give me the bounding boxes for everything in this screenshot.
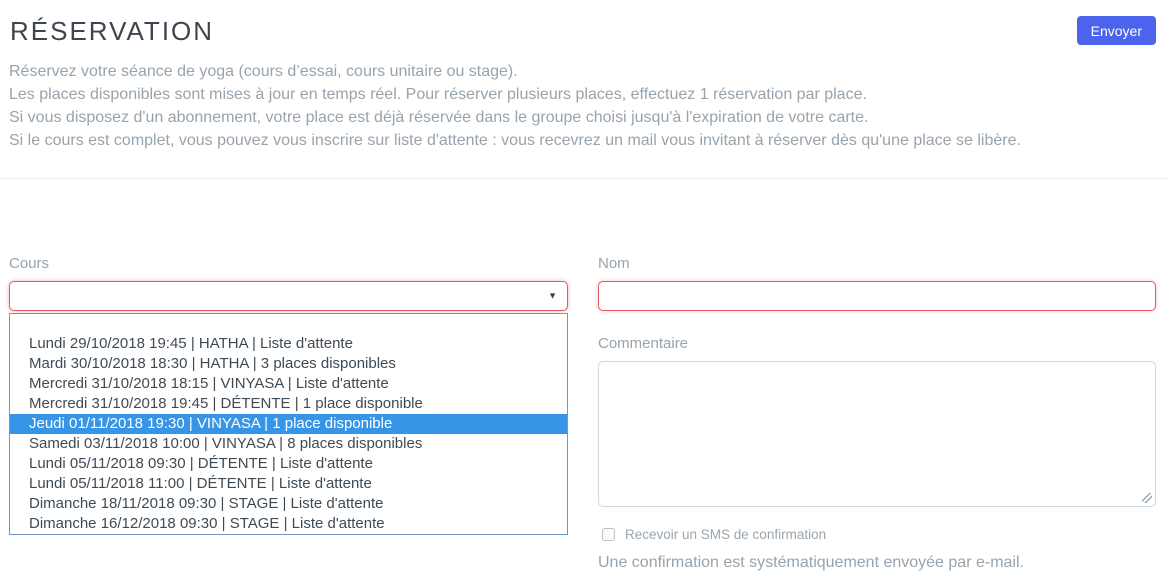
email-confirmation-note: Une confirmation est systématiquement envoyée par e-mail. — [598, 554, 1024, 571]
name-input[interactable] — [598, 281, 1156, 311]
cours-option[interactable] — [10, 314, 567, 334]
cours-dropdown-list — [9, 313, 568, 535]
cours-option[interactable]: Mardi 30/10/2018 18:30 | HATHA | 3 places disponibles — [29, 355, 396, 372]
intro-line: Si le cours est complet, vous pouvez vous inscrire sur liste d'attente : vous recevrez un mail vous invitant à réserver dès qu'une place se libère. — [9, 132, 1021, 149]
send-button[interactable]: Envoyer — [1077, 16, 1156, 45]
course-label: Cours — [9, 255, 50, 272]
sms-checkbox[interactable] — [602, 528, 615, 541]
header — [9, 0, 1156, 47]
course-select[interactable] — [9, 281, 568, 311]
details-column — [598, 255, 1156, 572]
cours-option[interactable]: Mercredi 31/10/2018 18:15 | VINYASA | Liste d'attente — [29, 375, 389, 392]
comment-textarea[interactable] — [598, 361, 1156, 507]
intro-line: Les places disponibles sont mises à jour en temps réel. Pour réserver plusieurs places, effectuez 1 réservation par place. — [9, 86, 867, 103]
cours-option[interactable]: Lundi 29/10/2018 19:45 | HATHA | Liste d'attente — [29, 335, 353, 352]
course-select-wrap — [9, 281, 568, 532]
intro-line: Réservez votre séance de yoga (cours d’essai, cours unitaire ou stage). — [9, 63, 518, 80]
cours-option[interactable]: Dimanche 16/12/2018 09:30 | STAGE | Liste d'attente — [29, 515, 385, 532]
page-title: RÉSERVATION — [10, 16, 215, 46]
cours-option[interactable]: Lundi 05/11/2018 09:30 | DÉTENTE | Liste d'attente — [29, 455, 373, 472]
sms-row — [598, 527, 1156, 542]
chevron-down-icon: ▼ — [548, 290, 557, 301]
resize-grip-icon[interactable] — [1142, 493, 1152, 503]
cours-option[interactable]: Samedi 03/11/2018 10:00 | VINYASA | 8 places disponibles — [29, 435, 423, 452]
cours-option[interactable]: Mercredi 31/10/2018 19:45 | DÉTENTE | 1 place disponible — [29, 395, 423, 412]
cours-option[interactable]: Jeudi 01/11/2018 19:30 | VINYASA | 1 place disponible — [10, 414, 567, 434]
sms-checkbox-label[interactable]: Recevoir un SMS de confirmation — [625, 527, 827, 542]
comment-label: Commentaire — [598, 335, 689, 352]
name-label: Nom — [598, 255, 630, 272]
section-divider — [0, 178, 1169, 179]
course-column — [9, 255, 568, 572]
cours-option[interactable]: Lundi 05/11/2018 11:00 | DÉTENTE | Liste d'attente — [29, 475, 372, 492]
intro-text — [9, 60, 1156, 152]
reservation-form — [9, 255, 1156, 572]
comment-area-wrap — [598, 361, 1156, 507]
cours-option[interactable]: Dimanche 18/11/2018 09:30 | STAGE | Liste d'attente — [29, 495, 384, 512]
intro-line: Si vous disposez d'un abonnement, votre place est déjà réservée dans le groupe choisi jusqu'à l'expiration de votre carte. — [9, 109, 869, 126]
